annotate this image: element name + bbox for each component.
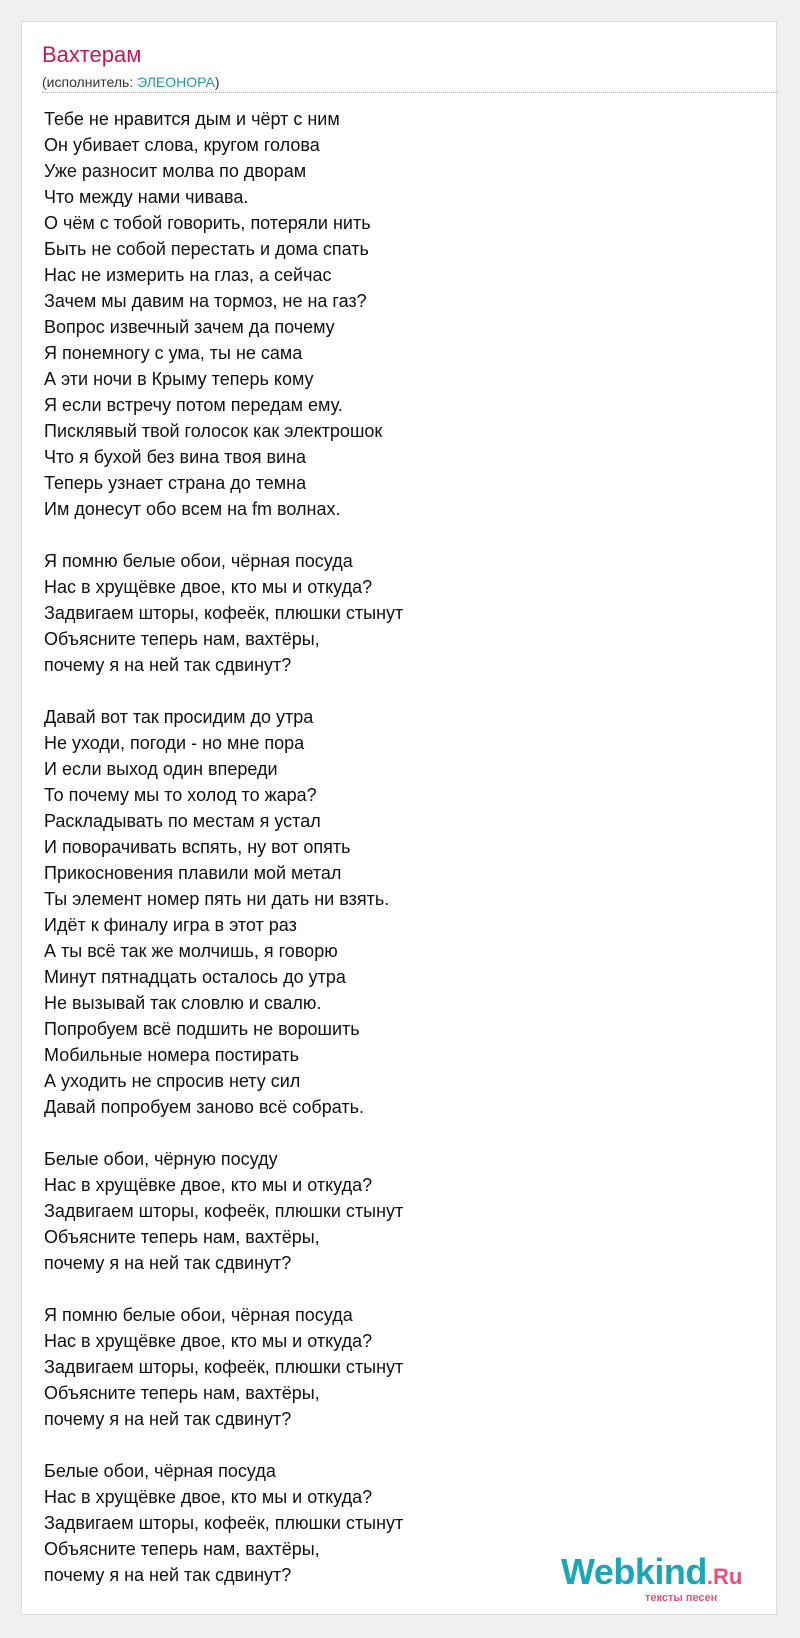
lyric-line: Задвигаем шторы, кофеёк, плюшки стынут — [44, 1201, 404, 1221]
lyric-line: Идёт к финалу игра в этот раз — [44, 915, 297, 935]
lyric-line: Давай попробуем заново всё собрать. — [44, 1097, 364, 1117]
lyric-line: Тебе не нравится дым и чёрт с ним — [44, 109, 340, 129]
lyric-line: Уже разносит молва по дворам — [44, 161, 307, 181]
lyric-line: А эти ночи в Крыму теперь кому — [44, 369, 314, 389]
lyric-line: Вопрос извечный зачем да почему — [44, 317, 335, 337]
artist-prefix: (исполнитель: — [42, 74, 138, 90]
lyric-line: Объясните теперь нам, вахтёры, — [44, 1227, 320, 1247]
lyric-line: почему я на ней так сдвинут? — [44, 655, 292, 675]
lyric-line: Прикосновения плавили мой метал — [44, 863, 342, 883]
lyric-line: Что между нами чивава. — [44, 187, 249, 207]
logo-tagline: тексты песен — [645, 1592, 718, 1604]
lyric-line: Им донесут обо всем на fm волнах. — [44, 499, 341, 519]
lyric-line: Я помню белые обои, чёрная посуда — [44, 551, 353, 571]
lyric-line: Что я бухой без вина твоя вина — [44, 447, 307, 467]
lyric-line: Зачем мы давим на тормоз, не на газ? — [44, 291, 367, 311]
lyric-line: А ты всё так же молчишь, я говорю — [44, 941, 338, 961]
lyric-line: Задвигаем шторы, кофеёк, плюшки стынут — [44, 603, 404, 623]
stanza-gap — [44, 1120, 403, 1146]
lyric-line: Нас в хрущёвке двое, кто мы и откуда? — [44, 1331, 373, 1351]
lyric-line: Объясните теперь нам, вахтёры, — [44, 629, 320, 649]
lyric-line: Белые обои, чёрная посуда — [44, 1461, 276, 1481]
lyric-line: Я понемногу с ума, ты не сама — [44, 343, 303, 363]
lyric-line: Задвигаем шторы, кофеёк, плюшки стынут — [44, 1513, 404, 1533]
lyric-line: Я помню белые обои, чёрная посуда — [44, 1305, 353, 1325]
lyric-line: Мобильные номера постирать — [44, 1045, 300, 1065]
lyric-line: Теперь узнает страна до темна — [44, 473, 307, 493]
stanza-gap — [44, 1276, 403, 1302]
lyric-line: Задвигаем шторы, кофеёк, плюшки стынут — [44, 1357, 404, 1377]
lyrics-card — [21, 21, 777, 1615]
lyric-line: Нас в хрущёвке двое, кто мы и откуда? — [44, 577, 373, 597]
stanza-gap — [44, 678, 403, 704]
lyric-line: То почему мы то холод то жара? — [44, 785, 317, 805]
lyric-line: почему я на ней так сдвинут? — [44, 1409, 292, 1429]
lyric-line: Не уходи, погоди - но мне пора — [44, 733, 305, 753]
lyric-line: Попробуем всё подшить не ворошить — [44, 1019, 360, 1039]
artist-line — [42, 73, 220, 91]
lyric-line: Раскладывать по местам я устал — [44, 811, 321, 831]
lyric-line: Белые обои, чёрную посуду — [44, 1149, 278, 1169]
logo-domain-suffix: .Ru — [706, 1564, 743, 1589]
lyric-line: Быть не собой перестать и дома спать — [44, 239, 369, 259]
lyric-line: Нас в хрущёвке двое, кто мы и откуда? — [44, 1175, 373, 1195]
lyric-line: Я если встречу потом передам ему. — [44, 395, 343, 415]
artist-link[interactable]: ЭЛЕОНОРА — [137, 74, 215, 90]
lyric-line: Писклявый твой голосок как электрошок — [44, 421, 383, 441]
logo-main-text: Webkind — [561, 1551, 707, 1592]
lyric-line: И поворачивать вспять, ну вот опять — [44, 837, 351, 857]
lyric-line: А уходить не спросив нету сил — [44, 1071, 301, 1091]
lyric-line: Ты элемент номер пять ни дать ни взять. — [44, 889, 390, 909]
title-divider — [42, 92, 778, 93]
lyric-line: И если выход один впереди — [44, 759, 278, 779]
artist-suffix: ) — [214, 74, 220, 90]
stanza-gap — [44, 1432, 403, 1458]
lyrics-text — [44, 106, 403, 1588]
lyric-line: Нас не измерить на глаз, а сейчас — [44, 265, 332, 285]
lyric-line: О чём с тобой говорить, потеряли нить — [44, 213, 371, 233]
lyric-line: почему я на ней так сдвинут? — [44, 1253, 292, 1273]
site-logo[interactable] — [561, 1552, 742, 1597]
lyric-line: Нас в хрущёвке двое, кто мы и откуда? — [44, 1487, 373, 1507]
lyric-line: Не вызывай так словлю и свалю. — [44, 993, 322, 1013]
lyric-line: почему я на ней так сдвинут? — [44, 1565, 292, 1585]
lyric-line: Объясните теперь нам, вахтёры, — [44, 1539, 320, 1559]
lyric-line: Давай вот так просидим до утра — [44, 707, 314, 727]
lyric-line: Минут пятнадцать осталось до утра — [44, 967, 346, 987]
lyric-line: Объясните теперь нам, вахтёры, — [44, 1383, 320, 1403]
song-title: Вахтерам — [42, 42, 142, 67]
stanza-gap — [44, 522, 403, 548]
lyric-line: Он убивает слова, кругом голова — [44, 135, 320, 155]
